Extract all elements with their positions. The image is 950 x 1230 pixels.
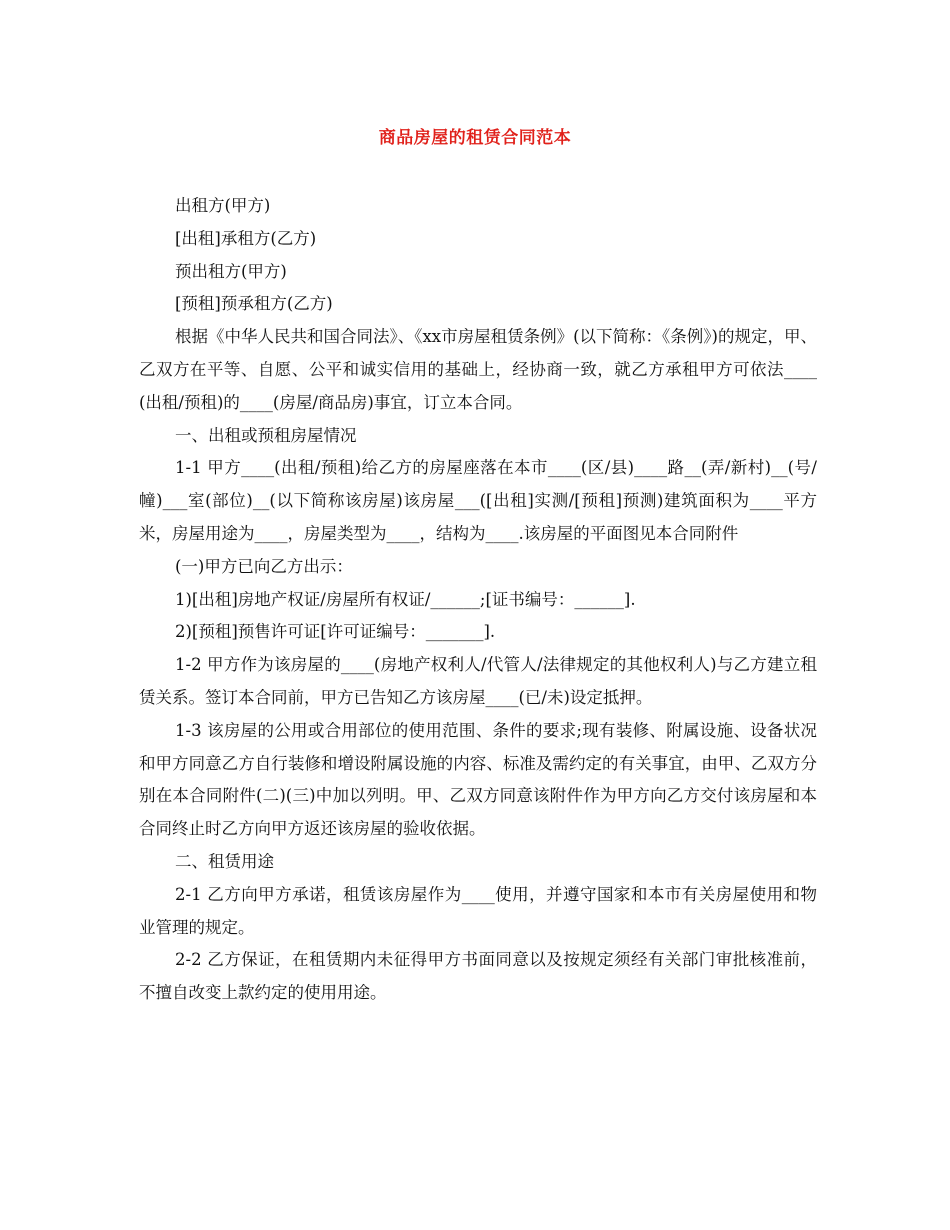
party-pre-lessor: 预出租方(甲方) <box>175 261 287 281</box>
party-lessor: 出租方(甲方) <box>175 196 271 215</box>
subsection-shown-documents: (一)甲方已向乙方出示： <box>175 556 353 576</box>
document-body <box>139 190 817 1010</box>
party-lessee: [出租]承租方(乙方) <box>175 228 317 248</box>
clause-1-2: 1-2 甲方作为该房屋的____(房地产权利人/代管人/法律规定的其他权利人)与乙方建立租赁关系。签订本合同前，甲方已告知乙方该房屋____(已/未)设定抵押。 <box>139 655 817 707</box>
party-pre-lessee: [预租]预承租方(乙方) <box>175 294 333 314</box>
section-heading-2: 二、租赁用途 <box>175 851 274 871</box>
clause-2-2: 2-2 乙方保证，在租赁期内未征得甲方书面同意以及按规定须经有关部门审批核准前，不擅自改变上款约定的使用用途。 <box>139 950 817 1003</box>
document-title: 商品房屋的租赁合同范本 <box>378 128 572 148</box>
preamble-paragraph: 根据《中华人民共和国合同法》、《xx市房屋租赁条例》(以下简称：《条例》)的规定，甲、乙双方在平等、自愿、公平和诚实信用的基础上，经协商一致，就乙方承租甲方可依法____(出租/预租)的____(房屋/商品房)事宜，订立本合同。 <box>139 327 817 412</box>
clause-1-3: 1-3 该房屋的公用或合用部位的使用范围、条件的要求;现有装修、附属设施、设备状况和甲方同意乙方自行装修和增设附属设施的内容、标准及需约定的有关事宜，由甲、乙双方分别在本合同附件(二)(三)中加以列明。甲、乙双方同意该附件作为甲方向乙方交付该房屋和本合同终止时乙方向甲方返还该房屋的验收依据。 <box>139 720 817 839</box>
item-presale-permit: 2)[预租]预售许可证[许可证编号：_______]. <box>175 622 496 642</box>
item-property-certificate: 1)[出租]房地产权证/房屋所有权证/______;[证书编号：______]. <box>175 589 636 609</box>
section-heading-1: 一、出租或预租房屋情况 <box>175 425 357 445</box>
clause-2-1: 2-1 乙方向甲方承诺，租赁该房屋作为____使用，并遵守国家和本市有关房屋使用和物业管理的规定。 <box>139 884 817 937</box>
clause-1-1: 1-1 甲方____(出租/预租)给乙方的房屋座落在本市____(区/县)____路__(弄/新村)__(号/幢)___室(部位)__(以下简称该房屋)该房屋___([出租]实测/[预租]预测)建筑面积为____平方米，房屋用途为____，房屋类型为____，结构为____.该房屋的平面图见本合同附件 <box>139 458 817 543</box>
